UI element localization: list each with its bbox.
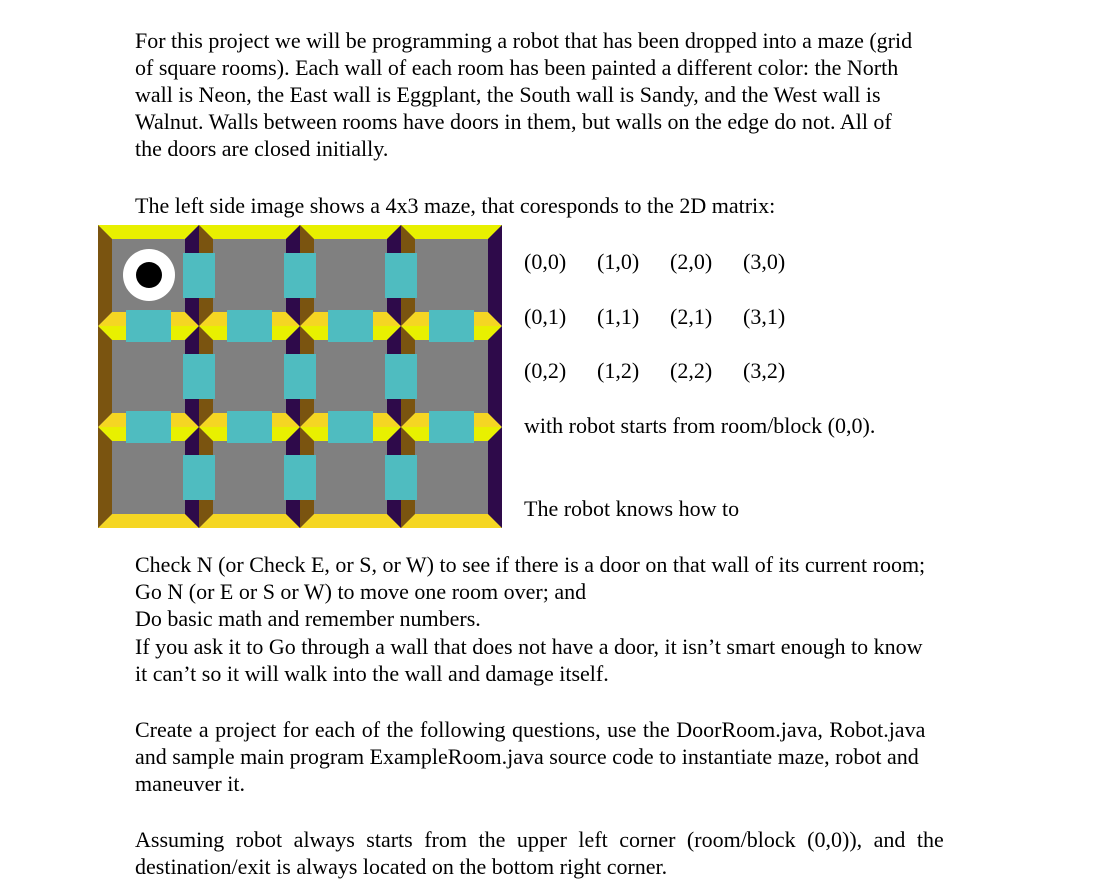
door [300,253,316,298]
intro-line: wall is Neon, the East wall is Eggplant, the South wall is Sandy, and the West wall is [135,82,881,107]
intro-line: For this project we will be programming a robot that has been dropped into a maze (grid [135,28,913,53]
north-wall [401,225,502,239]
door [199,253,215,298]
matrix-cell: (3,2) [743,358,786,383]
east-wall [488,326,502,427]
door [401,455,417,500]
south-wall [300,514,401,528]
door [199,455,215,500]
door [126,427,171,443]
door [429,411,474,427]
matrix-row [524,358,816,384]
warning-line: it can’t so it will walk into the wall and damage itself. [135,661,609,686]
door [284,455,300,500]
robot-knows-text: The robot knows how to [524,496,740,521]
assumption-paragraph [135,826,1000,880]
matrix-cell: (0,0) [524,249,567,274]
door [300,455,316,500]
door [328,310,373,326]
door [183,253,199,298]
intro-line: the doors are closed initially. [135,136,389,161]
west-wall [98,225,112,326]
door [199,354,215,399]
ability-line: Check N (or Check E, or S, or W) to see if there is a door on that wall of its current room; [135,552,926,577]
intro-paragraph [135,27,1000,162]
door [284,253,300,298]
matrix-cell: (2,2) [670,358,713,383]
door [429,427,474,443]
matrix-row [524,249,816,275]
project-paragraph [135,716,1000,797]
door [227,310,272,326]
intro-line: Walnut. Walls between rooms have doors in them, but walls on the edge do not. All of [135,109,892,134]
south-wall [199,514,300,528]
door [227,326,272,342]
east-wall [488,225,502,326]
matrix-cell: (0,1) [524,304,567,329]
intro-line: of square rooms). Each wall of each room has been painted a different color: the North [135,55,899,80]
matrix-row [524,304,816,330]
door [385,253,401,298]
project-line: Create a project for each of the following questions, use the DoorRoom.java, Robot.java [135,717,926,742]
door [183,354,199,399]
south-wall [401,514,502,528]
matrix-cell: (3,1) [743,304,786,329]
door [183,455,199,500]
assumption-line: Assuming robot always starts from the upper left corner (room/block (0,0)), and the [135,827,944,852]
north-wall [300,225,401,239]
matrix-cell: (1,2) [597,358,640,383]
door [429,326,474,342]
robot-dot [136,262,162,288]
door [300,354,316,399]
north-wall [199,225,300,239]
matrix-intro-text: The left side image shows a 4x3 maze, that coresponds to the 2D matrix: [135,193,776,218]
assumption-line: destination/exit is always located on the bottom right corner. [135,854,668,879]
door [227,411,272,427]
matrix-cell: (0,2) [524,358,567,383]
door [328,411,373,427]
door [284,354,300,399]
abilities-list [135,551,1000,632]
door [227,427,272,443]
warning-line: If you ask it to Go through a wall that does not have a door, it isn’t smart enough to know [135,634,923,659]
door [429,310,474,326]
east-wall [488,427,502,528]
door [401,253,417,298]
matrix-cell: (3,0) [743,249,786,274]
warning-paragraph [135,633,1000,687]
south-wall [98,514,199,528]
matrix-cell: (2,1) [670,304,713,329]
door [126,326,171,342]
matrix-cell: (1,1) [597,304,640,329]
robot-start-text: with robot starts from room/block (0,0). [524,413,876,438]
ability-line: Go N (or E or S or W) to move one room over; and [135,579,587,604]
door [385,455,401,500]
matrix-cell: (1,0) [597,249,640,274]
project-line: maneuver it. [135,771,245,796]
door [126,411,171,427]
west-wall [98,427,112,528]
maze-diagram [98,225,503,528]
project-line: and sample main program ExampleRoom.java source code to instantiate maze, robot and [135,744,919,769]
door [328,326,373,342]
door [328,427,373,443]
matrix-cell: (2,0) [670,249,713,274]
north-wall [98,225,199,239]
ability-line: Do basic math and remember numbers. [135,606,481,631]
door [126,310,171,326]
door [401,354,417,399]
west-wall [98,326,112,427]
door [385,354,401,399]
